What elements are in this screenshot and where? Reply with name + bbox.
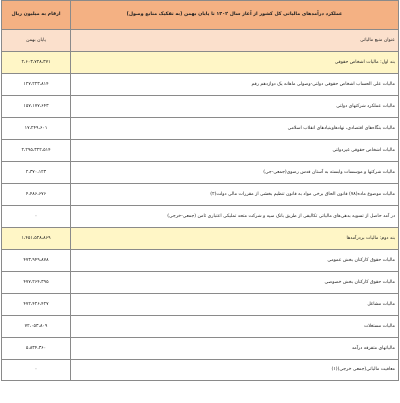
- table-row: [2, 294, 399, 316]
- row-value: ۱۲۷،۲۲۳،۸۱۴: [2, 74, 71, 96]
- section-row: [2, 52, 399, 74]
- row-value: ۲،۳۷۰،۱۲۳: [2, 162, 71, 184]
- tax-revenue-table: [1, 0, 399, 381]
- row-label: مالیاتهای متفرقه درآمد: [71, 338, 399, 360]
- section-row: [2, 228, 399, 250]
- table-row: [2, 272, 399, 294]
- table-row: [2, 338, 399, 360]
- row-value: ۷۲،۰۵۳،۸۰۹: [2, 316, 71, 338]
- row-value: ۱۷،۲۴۹،۶۰۱: [2, 118, 71, 140]
- row-value: ۰: [2, 206, 71, 228]
- row-value: ۲،۶۰۳،۷۲۸،۳۷۱: [2, 52, 71, 74]
- row-label: معافیت مالیاتی(جمعی خرجی)(۱): [71, 360, 399, 381]
- row-label: مالیات اشخاص حقوقی غیردولتی: [71, 140, 399, 162]
- table-row: [2, 118, 399, 140]
- table-row: [2, 250, 399, 272]
- table-row: [2, 162, 399, 184]
- table-row: [2, 140, 399, 162]
- row-value: ۴۷۳،۹۴۹،۸۷۸: [2, 250, 71, 272]
- row-value: ۱۵۷،۱۷۷،۶۴۳: [2, 96, 71, 118]
- row-label: مالیات بنگاه‌های اقتصادی، نهادهاوبنیادهای انقلاب اسلامی: [71, 118, 399, 140]
- table-row: [2, 96, 399, 118]
- row-value: ۴۷۲،۴۲۶،۴۲۷: [2, 294, 71, 316]
- row-label: مالیات حقوق کارکنان بخش خصوصی: [71, 272, 399, 294]
- table-header-row: [2, 1, 399, 30]
- column-header-row: [2, 30, 399, 52]
- unit-header: ارقام به میلیون ریال: [2, 1, 71, 30]
- row-value: ۴۷۷،۲۶۴،۳۹۵: [2, 272, 71, 294]
- row-value: ۵،۸۳۴،۳۶۰: [2, 338, 71, 360]
- row-label: مالیات حقوق کارکنان بخش عمومی: [71, 250, 399, 272]
- period-column-header: پایان بهمن: [2, 30, 71, 52]
- row-value: ۲،۲۹۵،۳۲۲،۵۱۴: [2, 140, 71, 162]
- table-row: [2, 206, 399, 228]
- row-label: بند دوم: مالیات بردرآمدها: [71, 228, 399, 250]
- row-label: مالیات علی الحساب اشخاص حقوقی دولتی-وصولی ماهانه یک دوازدهم رقم: [71, 74, 399, 96]
- row-value: ۱،۴۵۱،۵۲۸،۸۶۹: [2, 228, 71, 250]
- table-row: [2, 74, 399, 96]
- row-label: مالیات عملکرد شرکتهای دولتی: [71, 96, 399, 118]
- row-label: بند اول: مالیات اشخاص حقوقی: [71, 52, 399, 74]
- source-column-header: عنوان منبع مالیاتی: [71, 30, 399, 52]
- table-row: [2, 316, 399, 338]
- row-label: مالیات شرکتها و موسسات وابسته به آستان قدس رضوی(جمعی-جی): [71, 162, 399, 184]
- table-title: عملکرد درآمدهای مالیاتی کل کشور از آغاز سال ۱۴۰۲ تا پایان بهمن (به تفکیک منابع وصول): [71, 1, 399, 30]
- row-label: مالیات مشاغل: [71, 294, 399, 316]
- table-row: [2, 360, 399, 381]
- row-label: در آمد حاصل از تسویه بدهی‌های مالیاتی تکالیفی از طریق بانک سپه و شرکت متحد تملیکی اعتباری ثامن (جمعی-خرجی): [71, 206, 399, 228]
- table-row: [2, 184, 399, 206]
- row-value: ۴،۴۸۶،۶۷۶: [2, 184, 71, 206]
- row-label: مالیات مستغلات: [71, 316, 399, 338]
- row-label: مالیات موضوع ماده(۷۸) قانون الحاق برخی مواد به قانون تنظیم بخشی از مقررات مالی دولت(۲): [71, 184, 399, 206]
- row-value: ۰: [2, 360, 71, 381]
